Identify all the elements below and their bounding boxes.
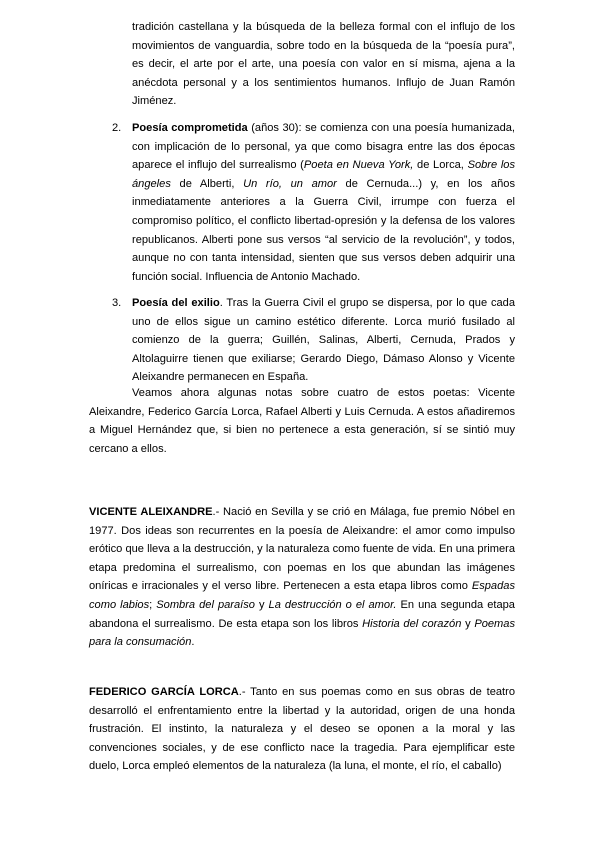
book-title: Poemas para la consumación [89,617,516,649]
body-text: (años 30): se comienza con una poesía humanizada, con implicación de lo personal, ya que como bisagra entre las dos épocas aparece el influjo del surrealismo ( [132,122,515,172]
list-item-title: Poesía comprometida [132,122,248,134]
list-item-title: Poesía del exilio [132,297,220,309]
section-vicente-aleixandre [89,503,515,652]
book-title: Sobre los ángeles [132,159,516,190]
book-title: Sombra del paraíso [156,598,255,611]
body-text: y [461,617,475,630]
body-text: .- Nació en Sevilla y se crió en Málaga, fue premio Nóbel en 1977. Dos ideas son recurrentes en la poesía de Aleixandre: el amor como impulso erótico que lleva a la destrucción, y la naturaleza como fuente de vida. En una primera etapa predomina el surrealismo, con poemas en los que abundan las imágenes oníricas e irracionales y el verso libre. Pertenecen a esta etapa libros como [89,506,515,593]
body-text: Veamos ahora algunas notas sobre cuatro de estos poetas: Vicente Aleixandre, Federico García Lorca, Rafael Alberti y Luis Cernuda. A estos añadiremos a Miguel Hernández que, si bien no pertenece a esta generación, sí se sintió muy cercano a ellos. [89,387,515,455]
book-title: Historia del corazón [362,617,462,630]
body-text: y [254,598,269,611]
continued-paragraph [132,18,515,111]
body-text: de Alberti, [170,177,244,190]
body-text: . [191,636,195,649]
list-number: 2. [112,122,122,134]
section-heading: VICENTE ALEIXANDRE [89,506,213,518]
body-text: .- Tanto en sus poemas como en sus obras de teatro desarrolló el enfrentamiento entre la libertad y la autoridad, origen de una honda frustración. El instinto, la naturaleza y el deseo se oponen a la moral y las convenciones sociales, y de ese conflicto nace la tragedia. Para ejemplificar este duelo, Lorca empleó elementos de la naturaleza (la luna, el monte, el río, el caballo) [89,686,515,773]
body-text: ; [149,598,157,611]
book-title: La destrucción o el amor. [268,598,397,611]
book-title: Un río, un amor [243,177,337,190]
book-title: Espadas como labios [89,580,515,611]
book-title: Poeta en Nueva York, [303,159,414,172]
body-text: de Lorca, [413,159,468,172]
body-text: En una segunda etapa abandona el surrealismo. De esta etapa son los libros [89,598,515,630]
section-heading: FEDERICO GARCÍA LORCA [89,686,239,698]
body-text: . Tras la Guerra Civil el grupo se dispersa, por lo que cada uno de ellos sigue un camino estético diferente. Lorca murió fusilado al comienzo de la guerra; Guillén, Salinas, Alberti, Cernuda, Prados y Altolaguirre tienen que exiliarse; Gerardo Diego, Dámaso Alonso y Vicente Aleixandre permanecen en España. [132,297,515,384]
list-item-3 [112,294,515,387]
intro-paragraph [89,384,515,458]
continued-paragraph-text: tradición castellana y la búsqueda de la belleza formal con el influjo de los movimientos de vanguardia, sobre todo en la búsqueda de la “poesía pura”, es decir, el arte por el arte, una poesía con valor en sí misma, ajena a la anécdota personal y a los sentimientos humanos. Influjo de Juan Ramón Jiménez. [132,21,515,108]
list-item-2 [112,119,516,286]
section-federico-garcia-lorca [89,683,515,776]
list-number: 3. [112,297,122,309]
body-text: de Cernuda...) y, en los años inmediatamente anteriores a la Guerra Civil, irrumpe con fuerza el compromiso político, el conflicto libertad-opresión y la defensa de los valores republicanos. Alberti pone sus versos “al servicio de la revolución”, y todos, aunque no con tanta intensidad, sienten que sus versos deben adquirir una función social. Influencia de Antonio Machado. [132,177,515,283]
